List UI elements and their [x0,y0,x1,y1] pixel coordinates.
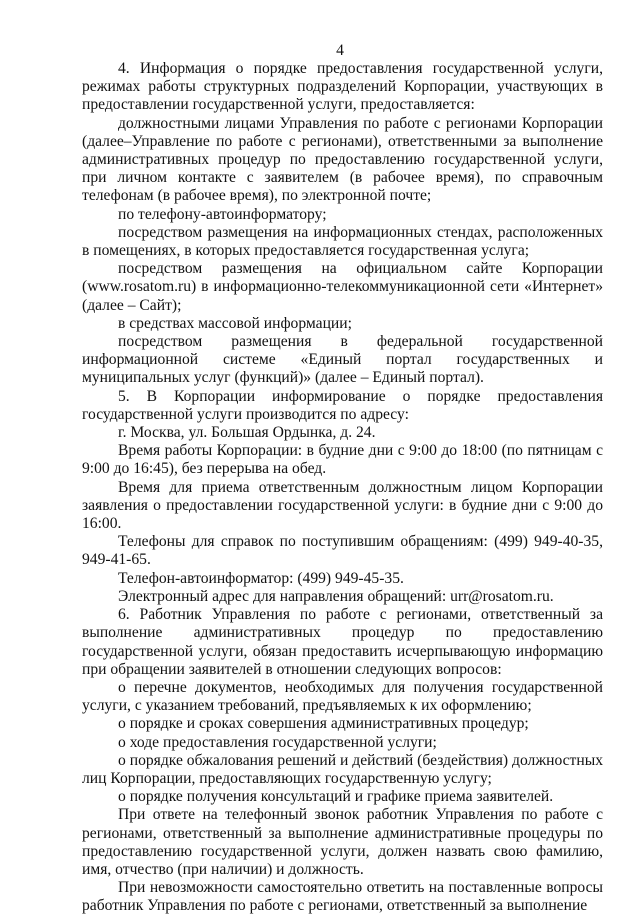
paragraph: г. Москва, ул. Большая Ордынка, д. 24. [118,424,376,442]
paragraph: должностными лицами Управления по работе с регионами Корпорации (далее–Управление по работе с регионами), ответственными за выполнение административных процедур по предоставлению государственной услуги, при личном контакте с заявителем (в рабочее время), по справочным телефонам (в рабочее время), по электронной почте; [82,114,603,205]
paragraph: о перечне документов, необходимых для получения государственной услуги, с указанием требований, предъявляемых к их оформлению; [82,678,603,715]
paragraph: о ходе предоставления государственной услуги; [118,733,437,751]
paragraph: о порядке получения консультаций и графике приема заявителей. [118,788,554,806]
paragraph: 6. Работник Управления по работе с регионами, ответственный за выполнение административных процедур по предоставлению государственной услуги, обязан предоставить исчерпывающую информацию при обращении заявителей в отношении следующих вопросов: [82,606,603,678]
paragraph: Время для приема ответственным должностным лицом Корпорации заявления о предоставлении государственной услуги: в будние дни с 9:00 до 16:00. [82,478,603,533]
paragraph: по телефону-автоинформатору; [118,205,327,223]
paragraph: 5. В Корпорации информирование о порядке предоставления государственной услуги производится по адресу: [82,387,603,423]
paragraph: 4. Информация о порядке предоставления государственной услуги, режимах работы структурных подразделений Корпорации, участвующих в предоставлении государственной услуги, предоставляется: [82,60,603,114]
page-number: 4 [336,42,344,59]
paragraph: посредством размещения на официальном сайте Корпорации (www.rosatom.ru) в информационно-телекоммуникационной сети «Интернет» (далее – Сайт); [82,260,603,314]
paragraph: Электронный адрес для направления обращений: urr@rosatom.ru. [118,587,554,605]
paragraph: Телефоны для справок по поступившим обращениям: (499) 949-40-35, 949-41-65. [82,533,603,569]
paragraph: Телефон-автоинформатор: (499) 949-45-35. [118,569,404,587]
paragraph: о порядке и сроках совершения административных процедур; [118,715,529,733]
paragraph: посредством размещения на информационных стендах, расположенных в помещениях, в которых предоставляется государственная услуга; [82,223,603,260]
body-text [82,60,603,916]
paragraph: посредством размещения в федеральной государственной информационной системе «Единый портал государственных и муниципальных услуг (функций)» (далее – Единый портал). [82,333,603,387]
paragraph: о порядке обжалования решений и действий (бездействия) должностных лиц Корпорации, предоставляющих государственную услугу; [82,751,603,787]
paragraph: При ответе на телефонный звонок работник Управления по работе с регионами, ответственный за выполнение административные процедуры по предоставлению государственной услуги, должен назвать свою фамилию, имя, отчество (при наличии) и должность. [82,806,603,878]
paragraph: Время работы Корпорации: в будние дни с 9:00 до 18:00 (по пятницам с 9:00 до 16:45), без перерыва на обед. [82,442,603,478]
paragraph: в средствах массовой информации; [118,314,352,332]
paragraph: При невозможности самостоятельно ответить на поставленные вопросы работник Управления по работе с регионами, ответственный за выполнение [82,879,603,915]
